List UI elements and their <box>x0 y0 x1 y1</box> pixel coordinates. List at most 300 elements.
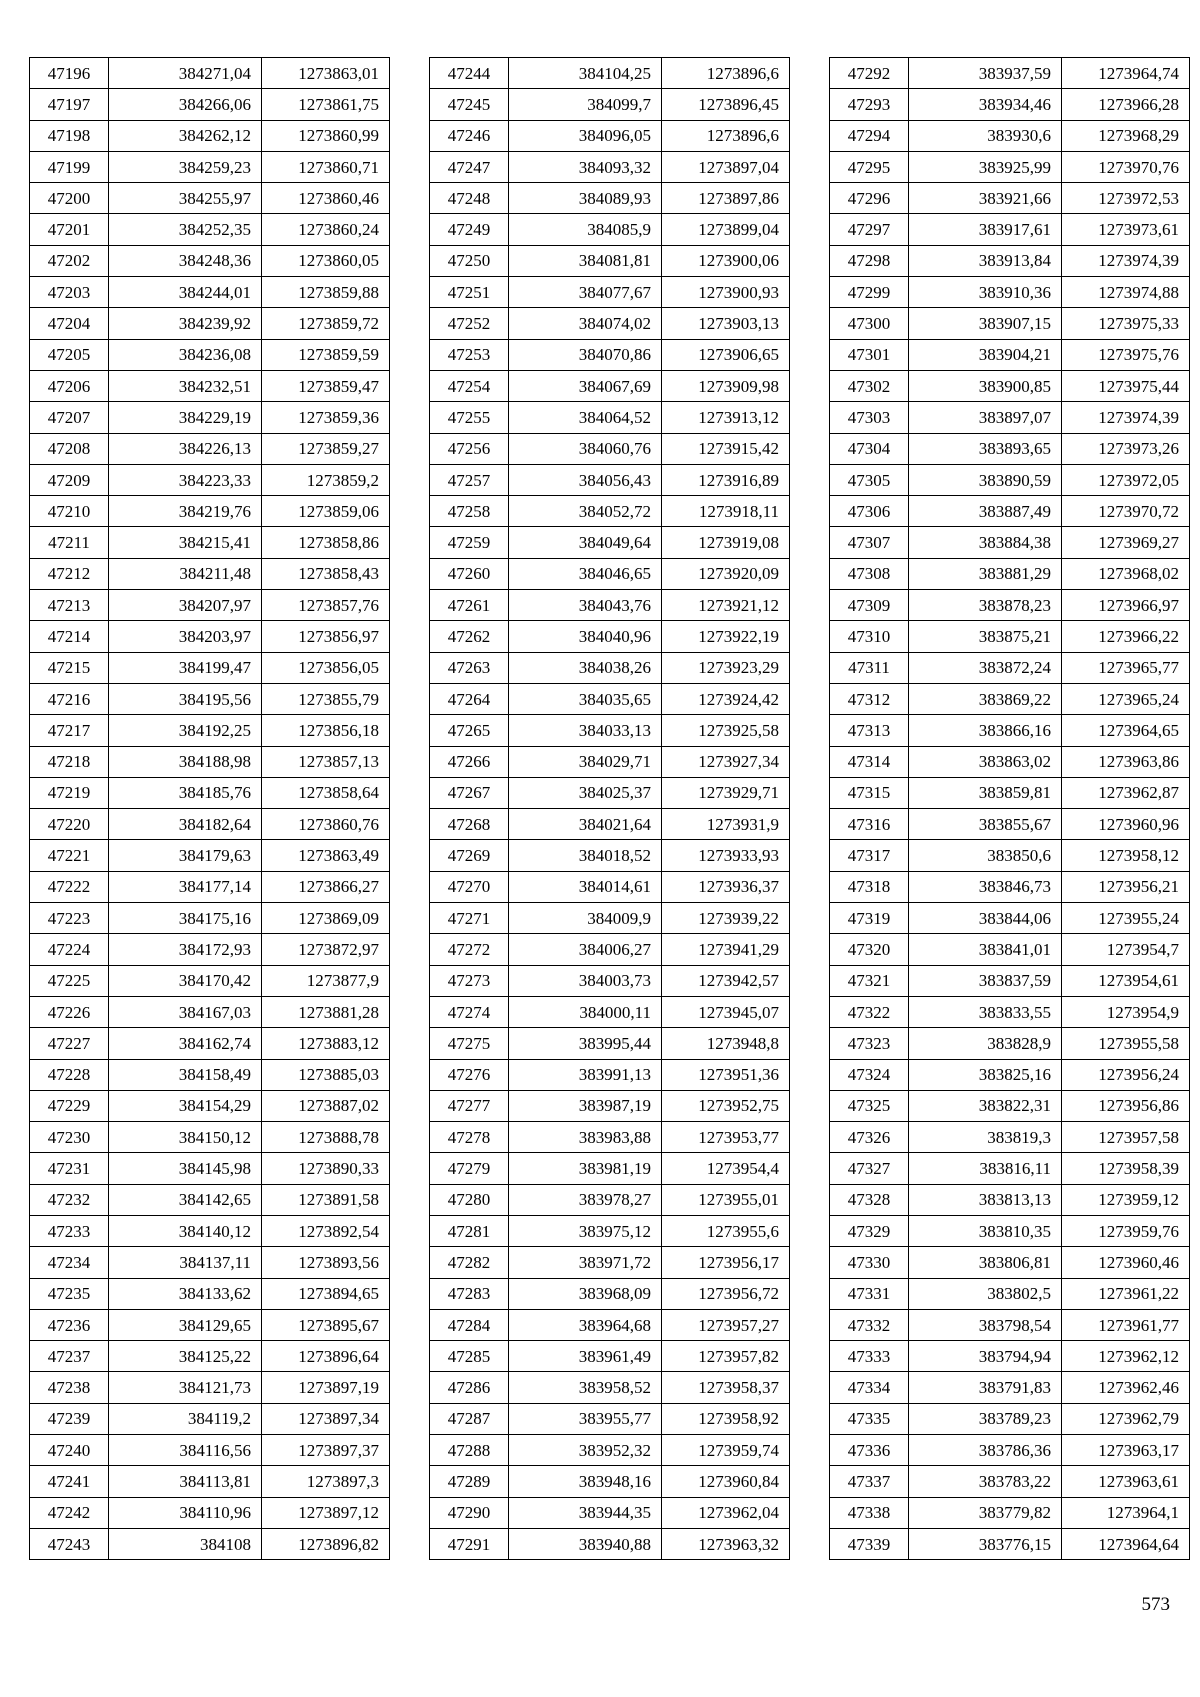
table-row <box>30 1372 390 1403</box>
table-row <box>430 120 790 151</box>
point-number-cell: 47216 <box>30 683 109 714</box>
table-row <box>30 777 390 808</box>
y-coordinate-cell: 1273963,32 <box>662 1528 790 1559</box>
point-number-cell: 47276 <box>430 1059 509 1090</box>
point-number-cell: 47333 <box>830 1341 909 1372</box>
y-coordinate-cell: 1273859,88 <box>262 277 390 308</box>
y-coordinate-cell: 1273896,6 <box>662 58 790 89</box>
y-coordinate-cell: 1273857,13 <box>262 746 390 777</box>
y-coordinate-cell: 1273896,82 <box>262 1528 390 1559</box>
table-row <box>430 1090 790 1121</box>
x-coordinate-cell: 384172,93 <box>109 934 262 965</box>
table-row <box>30 903 390 934</box>
y-coordinate-cell: 1273860,24 <box>262 214 390 245</box>
y-coordinate-cell: 1273919,08 <box>662 527 790 558</box>
table-row <box>30 1497 390 1528</box>
x-coordinate-cell: 384018,52 <box>509 840 662 871</box>
point-number-cell: 47237 <box>30 1341 109 1372</box>
y-coordinate-cell: 1273941,29 <box>662 934 790 965</box>
y-coordinate-cell: 1273956,24 <box>1062 1059 1190 1090</box>
table-row <box>830 402 1190 433</box>
x-coordinate-cell: 384140,12 <box>109 1215 262 1246</box>
point-number-cell: 47275 <box>430 1028 509 1059</box>
x-coordinate-cell: 384104,25 <box>509 58 662 89</box>
y-coordinate-cell: 1273961,22 <box>1062 1278 1190 1309</box>
point-number-cell: 47254 <box>430 370 509 401</box>
point-number-cell: 47202 <box>30 245 109 276</box>
x-coordinate-cell: 384089,93 <box>509 183 662 214</box>
y-coordinate-cell: 1273972,53 <box>1062 183 1190 214</box>
point-number-cell: 47251 <box>430 277 509 308</box>
point-number-cell: 47317 <box>830 840 909 871</box>
table-row <box>430 840 790 871</box>
point-number-cell: 47250 <box>430 245 509 276</box>
point-number-cell: 47316 <box>830 809 909 840</box>
point-number-cell: 47248 <box>430 183 509 214</box>
point-number-cell: 47329 <box>830 1215 909 1246</box>
x-coordinate-cell: 383794,94 <box>909 1341 1062 1372</box>
table-row <box>830 1341 1190 1372</box>
point-number-cell: 47304 <box>830 433 909 464</box>
x-coordinate-cell: 383893,65 <box>909 433 1062 464</box>
y-coordinate-cell: 1273958,12 <box>1062 840 1190 871</box>
table-row <box>30 1153 390 1184</box>
x-coordinate-cell: 384244,01 <box>109 277 262 308</box>
y-coordinate-cell: 1273974,39 <box>1062 402 1190 433</box>
table-row <box>30 1215 390 1246</box>
y-coordinate-cell: 1273960,46 <box>1062 1247 1190 1278</box>
table-row <box>430 214 790 245</box>
table-row <box>430 1341 790 1372</box>
x-coordinate-cell: 383958,52 <box>509 1372 662 1403</box>
y-coordinate-cell: 1273897,19 <box>262 1372 390 1403</box>
point-number-cell: 47204 <box>30 308 109 339</box>
x-coordinate-cell: 384170,42 <box>109 965 262 996</box>
point-number-cell: 47290 <box>430 1497 509 1528</box>
point-number-cell: 47321 <box>830 965 909 996</box>
table-row <box>430 1184 790 1215</box>
table-row <box>430 809 790 840</box>
y-coordinate-cell: 1273894,65 <box>262 1278 390 1309</box>
table-row <box>830 527 1190 558</box>
y-coordinate-cell: 1273883,12 <box>262 1028 390 1059</box>
y-coordinate-cell: 1273962,46 <box>1062 1372 1190 1403</box>
table-row <box>30 965 390 996</box>
y-coordinate-cell: 1273869,09 <box>262 903 390 934</box>
coordinate-table-3 <box>829 57 1190 1560</box>
point-number-cell: 47212 <box>30 558 109 589</box>
y-coordinate-cell: 1273892,54 <box>262 1215 390 1246</box>
point-number-cell: 47293 <box>830 89 909 120</box>
table-row <box>430 683 790 714</box>
y-coordinate-cell: 1273860,46 <box>262 183 390 214</box>
point-number-cell: 47311 <box>830 652 909 683</box>
y-coordinate-cell: 1273958,39 <box>1062 1153 1190 1184</box>
x-coordinate-cell: 384096,05 <box>509 120 662 151</box>
x-coordinate-cell: 384129,65 <box>109 1309 262 1340</box>
table-row <box>30 683 390 714</box>
point-number-cell: 47197 <box>30 89 109 120</box>
table-row <box>830 1184 1190 1215</box>
table-row <box>430 1497 790 1528</box>
point-number-cell: 47263 <box>430 652 509 683</box>
point-number-cell: 47259 <box>430 527 509 558</box>
y-coordinate-cell: 1273899,04 <box>662 214 790 245</box>
x-coordinate-cell: 384271,04 <box>109 58 262 89</box>
point-number-cell: 47278 <box>430 1122 509 1153</box>
x-coordinate-cell: 383841,01 <box>909 934 1062 965</box>
y-coordinate-cell: 1273968,29 <box>1062 120 1190 151</box>
table-row <box>30 652 390 683</box>
y-coordinate-cell: 1273891,58 <box>262 1184 390 1215</box>
point-number-cell: 47337 <box>830 1466 909 1497</box>
table-row <box>430 527 790 558</box>
x-coordinate-cell: 384185,76 <box>109 777 262 808</box>
y-coordinate-cell: 1273920,09 <box>662 558 790 589</box>
point-number-cell: 47196 <box>30 58 109 89</box>
table-row <box>830 1028 1190 1059</box>
table-row <box>430 558 790 589</box>
table-row <box>830 464 1190 495</box>
y-coordinate-cell: 1273893,56 <box>262 1247 390 1278</box>
point-number-cell: 47270 <box>430 871 509 902</box>
x-coordinate-cell: 383907,15 <box>909 308 1062 339</box>
y-coordinate-cell: 1273966,22 <box>1062 621 1190 652</box>
y-coordinate-cell: 1273866,27 <box>262 871 390 902</box>
x-coordinate-cell: 383944,35 <box>509 1497 662 1528</box>
y-coordinate-cell: 1273954,4 <box>662 1153 790 1184</box>
y-coordinate-cell: 1273859,72 <box>262 308 390 339</box>
point-number-cell: 47284 <box>430 1309 509 1340</box>
y-coordinate-cell: 1273963,86 <box>1062 746 1190 777</box>
x-coordinate-cell: 384093,32 <box>509 151 662 182</box>
table-row <box>830 809 1190 840</box>
table-row <box>830 1435 1190 1466</box>
point-number-cell: 47274 <box>430 996 509 1027</box>
x-coordinate-cell: 384203,97 <box>109 621 262 652</box>
point-number-cell: 47228 <box>30 1059 109 1090</box>
y-coordinate-cell: 1273859,59 <box>262 339 390 370</box>
point-number-cell: 47246 <box>430 120 509 151</box>
point-number-cell: 47296 <box>830 183 909 214</box>
x-coordinate-cell: 384009,9 <box>509 903 662 934</box>
point-number-cell: 47314 <box>830 746 909 777</box>
table-row <box>30 527 390 558</box>
y-coordinate-cell: 1273969,27 <box>1062 527 1190 558</box>
y-coordinate-cell: 1273856,18 <box>262 715 390 746</box>
x-coordinate-cell: 383948,16 <box>509 1466 662 1497</box>
y-coordinate-cell: 1273955,6 <box>662 1215 790 1246</box>
y-coordinate-cell: 1273945,07 <box>662 996 790 1027</box>
y-coordinate-cell: 1273973,26 <box>1062 433 1190 464</box>
point-number-cell: 47234 <box>30 1247 109 1278</box>
x-coordinate-cell: 384179,63 <box>109 840 262 871</box>
point-number-cell: 47301 <box>830 339 909 370</box>
x-coordinate-cell: 383981,19 <box>509 1153 662 1184</box>
point-number-cell: 47299 <box>830 277 909 308</box>
y-coordinate-cell: 1273964,74 <box>1062 58 1190 89</box>
y-coordinate-cell: 1273896,6 <box>662 120 790 151</box>
x-coordinate-cell: 384110,96 <box>109 1497 262 1528</box>
x-coordinate-cell: 383921,66 <box>909 183 1062 214</box>
point-number-cell: 47309 <box>830 590 909 621</box>
x-coordinate-cell: 384252,35 <box>109 214 262 245</box>
x-coordinate-cell: 384175,16 <box>109 903 262 934</box>
x-coordinate-cell: 384154,29 <box>109 1090 262 1121</box>
x-coordinate-cell: 384219,76 <box>109 496 262 527</box>
point-number-cell: 47226 <box>30 996 109 1027</box>
x-coordinate-cell: 384262,12 <box>109 120 262 151</box>
point-number-cell: 47319 <box>830 903 909 934</box>
y-coordinate-cell: 1273957,82 <box>662 1341 790 1372</box>
point-number-cell: 47312 <box>830 683 909 714</box>
table-row <box>430 245 790 276</box>
table-row <box>30 1122 390 1153</box>
table-row <box>430 433 790 464</box>
point-number-cell: 47292 <box>830 58 909 89</box>
table-row <box>430 871 790 902</box>
table-row <box>30 402 390 433</box>
point-number-cell: 47334 <box>830 1372 909 1403</box>
x-coordinate-cell: 384074,02 <box>509 308 662 339</box>
y-coordinate-cell: 1273897,34 <box>262 1403 390 1434</box>
table-row <box>30 464 390 495</box>
y-coordinate-cell: 1273954,9 <box>1062 996 1190 1027</box>
table-row <box>30 934 390 965</box>
x-coordinate-cell: 384099,7 <box>509 89 662 120</box>
y-coordinate-cell: 1273973,61 <box>1062 214 1190 245</box>
x-coordinate-cell: 384195,56 <box>109 683 262 714</box>
y-coordinate-cell: 1273960,96 <box>1062 809 1190 840</box>
y-coordinate-cell: 1273859,2 <box>262 464 390 495</box>
x-coordinate-cell: 383884,38 <box>909 527 1062 558</box>
table-row <box>30 1403 390 1434</box>
y-coordinate-cell: 1273877,9 <box>262 965 390 996</box>
page-number: 573 <box>1141 1594 1170 1615</box>
x-coordinate-cell: 384167,03 <box>109 996 262 1027</box>
x-coordinate-cell: 384199,47 <box>109 652 262 683</box>
x-coordinate-cell: 383819,3 <box>909 1122 1062 1153</box>
table-row <box>430 151 790 182</box>
y-coordinate-cell: 1273959,12 <box>1062 1184 1190 1215</box>
table-row <box>830 715 1190 746</box>
x-coordinate-cell: 383952,32 <box>509 1435 662 1466</box>
y-coordinate-cell: 1273936,37 <box>662 871 790 902</box>
table-row <box>430 1247 790 1278</box>
point-number-cell: 47223 <box>30 903 109 934</box>
y-coordinate-cell: 1273922,19 <box>662 621 790 652</box>
y-coordinate-cell: 1273858,86 <box>262 527 390 558</box>
point-number-cell: 47242 <box>30 1497 109 1528</box>
x-coordinate-cell: 384255,97 <box>109 183 262 214</box>
y-coordinate-cell: 1273956,21 <box>1062 871 1190 902</box>
point-number-cell: 47227 <box>30 1028 109 1059</box>
point-number-cell: 47262 <box>430 621 509 652</box>
point-number-cell: 47229 <box>30 1090 109 1121</box>
x-coordinate-cell: 383995,44 <box>509 1028 662 1059</box>
x-coordinate-cell: 384056,43 <box>509 464 662 495</box>
x-coordinate-cell: 384067,69 <box>509 370 662 401</box>
x-coordinate-cell: 384081,81 <box>509 245 662 276</box>
point-number-cell: 47324 <box>830 1059 909 1090</box>
table-row <box>30 214 390 245</box>
y-coordinate-cell: 1273962,87 <box>1062 777 1190 808</box>
point-number-cell: 47244 <box>430 58 509 89</box>
x-coordinate-cell: 384177,14 <box>109 871 262 902</box>
x-coordinate-cell: 384223,33 <box>109 464 262 495</box>
table-row <box>430 715 790 746</box>
point-number-cell: 47300 <box>830 308 909 339</box>
table-row <box>30 120 390 151</box>
point-number-cell: 47214 <box>30 621 109 652</box>
x-coordinate-cell: 384040,96 <box>509 621 662 652</box>
y-coordinate-cell: 1273900,06 <box>662 245 790 276</box>
y-coordinate-cell: 1273975,33 <box>1062 308 1190 339</box>
point-number-cell: 47273 <box>430 965 509 996</box>
table-row <box>830 1090 1190 1121</box>
table-row <box>30 308 390 339</box>
x-coordinate-cell: 384003,73 <box>509 965 662 996</box>
y-coordinate-cell: 1273958,92 <box>662 1403 790 1434</box>
point-number-cell: 47235 <box>30 1278 109 1309</box>
x-coordinate-cell: 383816,11 <box>909 1153 1062 1184</box>
x-coordinate-cell: 383897,07 <box>909 402 1062 433</box>
y-coordinate-cell: 1273909,98 <box>662 370 790 401</box>
table-row <box>30 1090 390 1121</box>
x-coordinate-cell: 384248,36 <box>109 245 262 276</box>
x-coordinate-cell: 384006,27 <box>509 934 662 965</box>
table-row <box>430 1028 790 1059</box>
point-number-cell: 47302 <box>830 370 909 401</box>
table-row <box>30 1466 390 1497</box>
table-row <box>30 871 390 902</box>
table-row <box>430 746 790 777</box>
x-coordinate-cell: 384108 <box>109 1528 262 1559</box>
table-row <box>30 245 390 276</box>
y-coordinate-cell: 1273933,93 <box>662 840 790 871</box>
x-coordinate-cell: 383866,16 <box>909 715 1062 746</box>
y-coordinate-cell: 1273957,58 <box>1062 1122 1190 1153</box>
x-coordinate-cell: 383987,19 <box>509 1090 662 1121</box>
point-number-cell: 47326 <box>830 1122 909 1153</box>
point-number-cell: 47232 <box>30 1184 109 1215</box>
x-coordinate-cell: 384229,19 <box>109 402 262 433</box>
table-row <box>430 1528 790 1559</box>
y-coordinate-cell: 1273861,75 <box>262 89 390 120</box>
table-row <box>830 58 1190 89</box>
point-number-cell: 47271 <box>430 903 509 934</box>
y-coordinate-cell: 1273890,33 <box>262 1153 390 1184</box>
y-coordinate-cell: 1273939,22 <box>662 903 790 934</box>
y-coordinate-cell: 1273897,04 <box>662 151 790 182</box>
x-coordinate-cell: 383844,06 <box>909 903 1062 934</box>
y-coordinate-cell: 1273955,24 <box>1062 903 1190 934</box>
y-coordinate-cell: 1273856,97 <box>262 621 390 652</box>
x-coordinate-cell: 383850,6 <box>909 840 1062 871</box>
x-coordinate-cell: 384137,11 <box>109 1247 262 1278</box>
point-number-cell: 47255 <box>430 402 509 433</box>
table-row <box>830 1059 1190 1090</box>
x-coordinate-cell: 384239,92 <box>109 308 262 339</box>
y-coordinate-cell: 1273960,84 <box>662 1466 790 1497</box>
table-row <box>30 1184 390 1215</box>
table-row <box>830 1153 1190 1184</box>
table-row <box>430 777 790 808</box>
y-coordinate-cell: 1273975,76 <box>1062 339 1190 370</box>
point-number-cell: 47308 <box>830 558 909 589</box>
point-number-cell: 47258 <box>430 496 509 527</box>
x-coordinate-cell: 384064,52 <box>509 402 662 433</box>
x-coordinate-cell: 383825,16 <box>909 1059 1062 1090</box>
point-number-cell: 47222 <box>30 871 109 902</box>
x-coordinate-cell: 383859,81 <box>909 777 1062 808</box>
x-coordinate-cell: 383964,68 <box>509 1309 662 1340</box>
table-row <box>30 996 390 1027</box>
x-coordinate-cell: 384182,64 <box>109 809 262 840</box>
x-coordinate-cell: 383975,12 <box>509 1215 662 1246</box>
point-number-cell: 47199 <box>30 151 109 182</box>
point-number-cell: 47249 <box>430 214 509 245</box>
point-number-cell: 47203 <box>30 277 109 308</box>
table-row <box>30 151 390 182</box>
x-coordinate-cell: 383978,27 <box>509 1184 662 1215</box>
x-coordinate-cell: 384119,2 <box>109 1403 262 1434</box>
x-coordinate-cell: 383940,88 <box>509 1528 662 1559</box>
table-row <box>430 652 790 683</box>
y-coordinate-cell: 1273962,79 <box>1062 1403 1190 1434</box>
table-row <box>830 308 1190 339</box>
y-coordinate-cell: 1273863,01 <box>262 58 390 89</box>
point-number-cell: 47280 <box>430 1184 509 1215</box>
y-coordinate-cell: 1273963,17 <box>1062 1435 1190 1466</box>
table-row <box>830 370 1190 401</box>
y-coordinate-cell: 1273860,76 <box>262 809 390 840</box>
table-row <box>30 590 390 621</box>
x-coordinate-cell: 384021,64 <box>509 809 662 840</box>
table-row <box>830 245 1190 276</box>
table-row <box>30 1247 390 1278</box>
point-number-cell: 47325 <box>830 1090 909 1121</box>
x-coordinate-cell: 384038,26 <box>509 652 662 683</box>
table-row <box>30 1528 390 1559</box>
x-coordinate-cell: 384025,37 <box>509 777 662 808</box>
y-coordinate-cell: 1273860,05 <box>262 245 390 276</box>
y-coordinate-cell: 1273972,05 <box>1062 464 1190 495</box>
point-number-cell: 47320 <box>830 934 909 965</box>
point-number-cell: 47239 <box>30 1403 109 1434</box>
y-coordinate-cell: 1273968,02 <box>1062 558 1190 589</box>
y-coordinate-cell: 1273953,77 <box>662 1122 790 1153</box>
point-number-cell: 47241 <box>30 1466 109 1497</box>
point-number-cell: 47220 <box>30 809 109 840</box>
y-coordinate-cell: 1273859,06 <box>262 496 390 527</box>
point-number-cell: 47240 <box>30 1435 109 1466</box>
x-coordinate-cell: 383904,21 <box>909 339 1062 370</box>
x-coordinate-cell: 383900,85 <box>909 370 1062 401</box>
x-coordinate-cell: 383968,09 <box>509 1278 662 1309</box>
point-number-cell: 47233 <box>30 1215 109 1246</box>
y-coordinate-cell: 1273858,64 <box>262 777 390 808</box>
x-coordinate-cell: 384077,67 <box>509 277 662 308</box>
y-coordinate-cell: 1273974,88 <box>1062 277 1190 308</box>
point-number-cell: 47287 <box>430 1403 509 1434</box>
table-row <box>830 558 1190 589</box>
y-coordinate-cell: 1273931,9 <box>662 809 790 840</box>
y-coordinate-cell: 1273951,36 <box>662 1059 790 1090</box>
point-number-cell: 47200 <box>30 183 109 214</box>
x-coordinate-cell: 384116,56 <box>109 1435 262 1466</box>
x-coordinate-cell: 384000,11 <box>509 996 662 1027</box>
